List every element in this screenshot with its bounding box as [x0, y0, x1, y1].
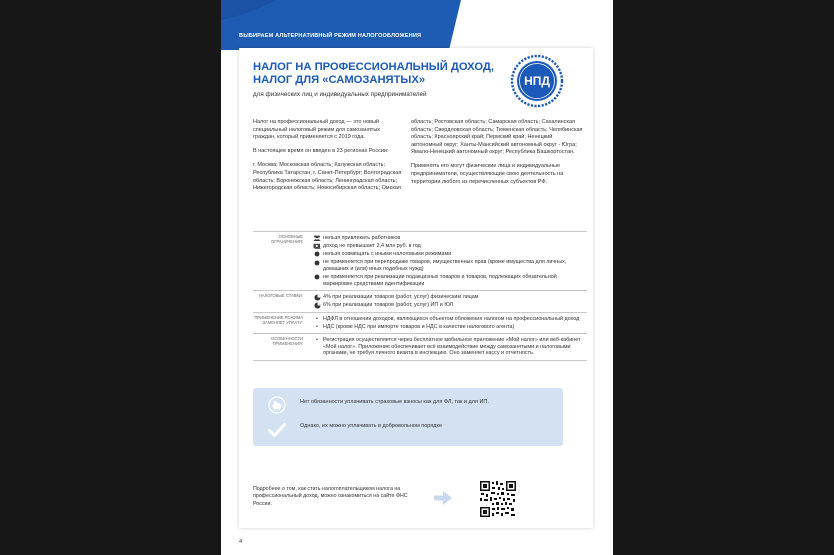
list-item-text: не применяется при реализации подакцизных товаров и товаров, подлежащих обязательной маркировке средствами идентификации — [323, 274, 557, 287]
list-item — [313, 302, 587, 309]
intro-paragraph: область; Ростовская область; Самарская область; Сахалинская область; Свердловская область; Тюменская область; Челябинская область; Красноярский край; Пермский край; Ненецкий автономный округ; Ханты-Мансийский автономный округ - Югра; Ямало-Ненецкий автономный округ; Республика Башкортостан. — [411, 119, 583, 156]
section-label: ОСНОВНЫЕ ОГРАНИЧЕНИЯ: — [271, 234, 303, 244]
section-features — [253, 334, 587, 361]
list-item-text: НДС (кроме НДС при импорте товаров и НДС в качестве налогового агента) — [323, 323, 515, 330]
page-subtitle: для физических лиц и индивидуальных предпринимателей — [253, 91, 427, 98]
checkmark-icon — [268, 422, 286, 438]
list-item — [313, 294, 587, 301]
list-item — [313, 316, 587, 323]
bullet-icon: • — [316, 337, 318, 344]
piggy-bank-icon — [268, 396, 286, 414]
list-item-text: Регистрация осуществляется через бесплатное мобильное приложение «Мой налог» или веб-кабинет «Мой налог». Приложение обеспечивает всё взаимодействие между самозанятыми и налоговыми органами, не требуя личного визита в инспекцию. Оно заменяет кассу и отчетность. — [323, 337, 581, 357]
intro-paragraph: г. Москва; Московская область; Калужская область; Республика Татарстан; г. Санкт-Петербург; Волгоградская область; Воронежская область; Ленинградская область; Нижегородская область; Новосибирская область; Омская — [253, 162, 402, 192]
section-label: ПРИМЕНЕНИЕ РЕЖИМА ЗАМЕНЯЕТ УПЛАТУ: — [254, 314, 303, 325]
section-label: ОСОБЕННОСТИ ПРИМЕНЕНИЯ: — [270, 336, 303, 347]
intro-left-column — [253, 119, 403, 199]
intro-paragraph: Налог на профессиональный доход — это новый специальный налоговый режим для самозанятых граждан, который применяется с 2019 года. — [253, 119, 381, 141]
intro-paragraph: В настоящее время он введен в 23 регионах России: — [253, 148, 389, 155]
footer-note: Подробнее о том, как стать налогоплательщиком налога на профессиональный доход, можно ознакомиться на сайте ФНС России. — [253, 486, 408, 507]
list-item-text: 4% при реализации товаров (работ, услуг) физическим лицам — [323, 294, 479, 300]
section-tax-rates — [253, 291, 587, 313]
list-item-text: нельзя привлекать работников — [323, 234, 401, 241]
pie-icon — [313, 302, 321, 309]
header-banner-title: ВЫБИРАЕМ АЛЬТЕРНАТИВНЫЙ РЕЖИМ НАЛОГООБЛОЖЕНИЯ — [239, 33, 422, 39]
page-title-line1: НАЛОГ НА ПРОФЕССИОНАЛЬНЫЙ ДОХОД, — [253, 61, 494, 73]
list-item — [313, 274, 587, 287]
tax-details-table — [253, 231, 587, 361]
page-number: 4 — [239, 539, 243, 545]
money-icon — [313, 243, 321, 250]
bullet-icon: • — [316, 315, 318, 322]
section-label: НАЛОГОВЫЕ СТАВКИ: — [258, 293, 303, 299]
qr-code-icon[interactable] — [479, 480, 517, 518]
list-item — [313, 324, 587, 331]
info-box — [253, 388, 563, 446]
page-title-line2: НАЛОГ ДЛЯ «САМОЗАНЯТЫХ» — [253, 74, 426, 86]
intro-right-column — [411, 119, 583, 193]
list-item — [313, 259, 587, 272]
intro-paragraph: Применять его могут физические лица и индивидуальные предприниматели, осуществляющие свою деятельность на территории любого из перечисленных субъектов РФ. — [411, 163, 564, 185]
npd-logo-text: НПД — [524, 74, 550, 88]
section-restrictions — [253, 232, 587, 291]
list-item — [313, 235, 587, 242]
list-item — [313, 251, 587, 258]
dot-icon — [313, 274, 321, 281]
section-replaces-payment — [253, 313, 587, 335]
dot-icon — [313, 251, 321, 258]
npd-logo-icon — [509, 53, 565, 109]
info-text-no-obligation: Нет обязанности уплачивать страховые взносы как для ФЛ, так и для ИП. — [300, 399, 489, 405]
document-page — [221, 0, 613, 555]
content-card — [239, 48, 593, 528]
list-item-text: не применяется при перепродаже товаров, имущественных прав (кроме имущества для личных, домашних и (или) иных подобных нужд) — [323, 259, 567, 272]
list-item-text: доход не превышает 2,4 млн руб. в год — [323, 242, 421, 249]
list-item-text: нельзя совмещать с иными налоговыми режимами — [323, 251, 452, 258]
pie-icon — [313, 294, 321, 301]
list-item-text: НДФЛ в отношении доходов, являющихся объектом обложения налогом на профессиональный доход — [323, 315, 580, 322]
arrow-right-icon — [433, 490, 453, 506]
dot-icon — [313, 259, 321, 266]
list-item-text: 6% при реализации товаров (работ, услуг) ИП и ЮЛ — [323, 302, 454, 309]
list-item — [313, 337, 587, 357]
info-text-voluntary: Однако, их можно уплачивать в добровольном порядке — [300, 423, 443, 429]
people-icon — [313, 235, 321, 242]
header-banner — [221, 0, 461, 50]
bullet-icon: • — [316, 323, 318, 330]
list-item — [313, 243, 587, 250]
